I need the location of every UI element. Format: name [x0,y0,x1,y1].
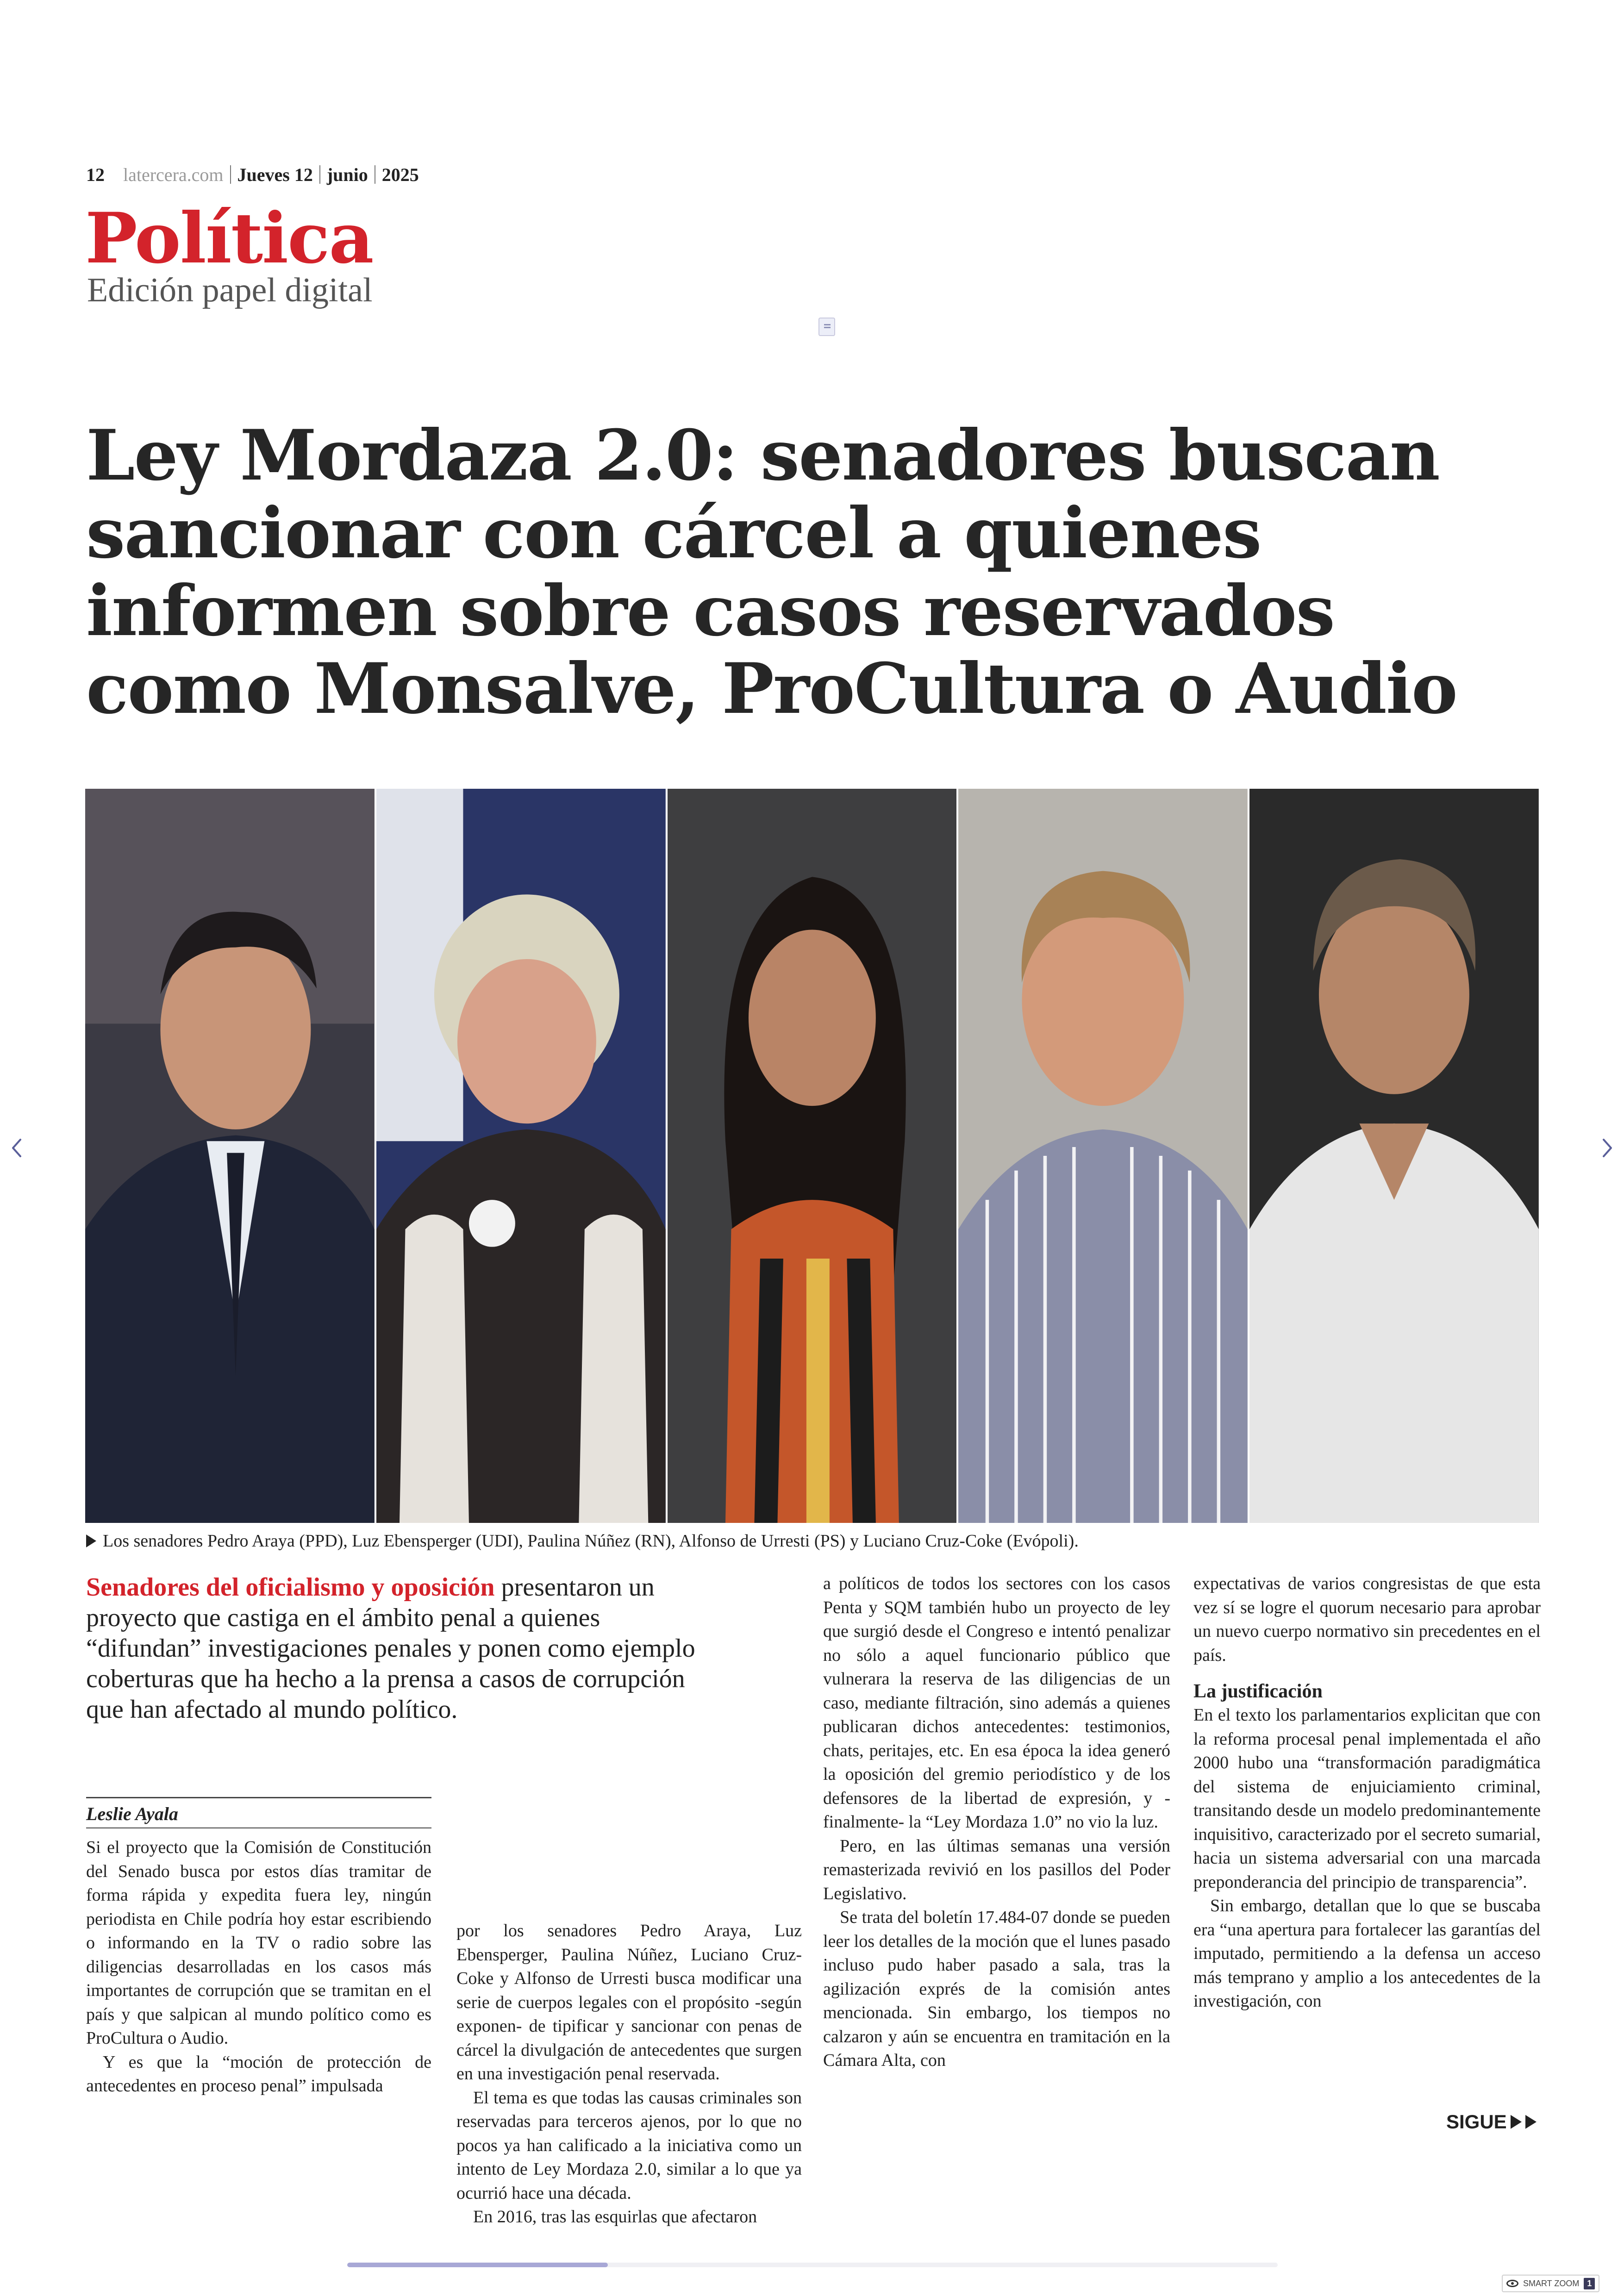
photo-alfonso-de-urresti [958,789,1249,1523]
subheading: La justificación [1193,1681,1323,1702]
article-column-1 [86,1836,431,2098]
paragraph: Y es que la “moción de protección de antecedentes en proceso penal” impulsada [86,2052,431,2095]
date-day: Jueves 12 [237,164,313,185]
smart-zoom-button[interactable] [1502,2275,1599,2292]
paragraph: por los senadores Pedro Araya, Luz Ebensperger, Paulina Núñez, Luciano Cruz-Coke y Alfonso de Urresti busca modificar una serie de cuerpos legales con el propósito -según exponen- de tipificar y sancionar con penas de cárcel la divulgación de antecedentes que surgen en una investigación penal reservada. [456,1921,802,2083]
paragraph: Se trata del boletín 17.484-07 donde se pueden leer los detalles de la moción que el lunes pasado incluso pudo haber pasado a sala, tras la agilización exprés de la comisión antes mencionada. Sin embargo, los tiempos no calzaron y aún se encuentra en tramitación en la Cámara Alta, con [823,1908,1170,2070]
article-column-4 [1193,1572,1541,2014]
continue-link[interactable] [1446,2111,1537,2133]
section-title: Política [85,198,373,279]
eye-icon [1506,2280,1518,2287]
caption-text: Los senadores Pedro Araya (PPD), Luz Ebensperger (UDI), Paulina Núñez (RN), Alfonso de Urresti (PS) y Luciano Cruz-Coke (Evópoli). [103,1531,1079,1551]
photo-pedro-araya [85,789,376,1523]
chevron-left-icon [10,1138,23,1158]
photo-caption [86,1529,1079,1553]
article-column-2 [456,1919,802,2229]
play-arrow-icon [1525,2115,1537,2129]
page-menu-icon[interactable] [818,318,835,336]
lead-highlight: Senadores del oficialismo y oposición [86,1573,495,1602]
continue-label: SIGUE [1446,2111,1507,2133]
play-arrow-icon [1511,2115,1522,2129]
paragraph: Sin embargo, detallan que lo que se buscaba era “una apertura para fortalecer las garantías del imputado, permitiendo a la defensa un acceso más temprano y amplio a los antecedentes de la investigación, con [1193,1896,1541,2011]
paragraph: En 2016, tras las esquirlas que afectaron [473,2207,757,2226]
previous-page-button[interactable] [7,1135,26,1161]
photo-luciano-cruz-coke [1249,789,1539,1523]
byline: Leslie Ayala [86,1797,431,1828]
article-headline: Ley Mordaza 2.0: senadores buscan sancionar con cárcel a quienes informen sobre casos reservados como Monsalve, ProCultura o Audio [86,415,1457,730]
divider [230,165,231,184]
paragraph: En el texto los parlamentarios explicitan que con la reforma procesal penal implementada el año 2000 hubo una “transformación paradigmática del sistema de enjuiciamiento criminal, transitando desde un modelo predominantemente inquisitivo, caracterizado por el secreto sumarial, hacia un sistema adversarial con una marcada preponderancia del principio de transparencia”. [1193,1705,1541,1892]
caption-arrow-icon [86,1534,96,1547]
paragraph: expectativas de varios congresistas de que esta vez sí se logre el quorum necesario para aprobar un nuevo cuerpo normativo sin precedentes en el país. [1193,1574,1541,1665]
chevron-right-icon [1601,1138,1614,1158]
lead-text: presentaron un proyecto que castiga en el ámbito penal a quienes “difundan” investigaciones penales y ponen como ejemplo coberturas que ha hecho a la prensa a casos de corrupción que han afectado al mundo político. [86,1573,695,1724]
section-subtitle: Edición papel digital [87,271,373,309]
page-indicator: 1 [1584,2278,1595,2289]
divider [319,165,320,184]
date-year: 2025 [381,164,419,185]
page-number: 12 [86,164,105,185]
paragraph: a políticos de todos los sectores con los casos Penta y SQM también hubo un proyecto de ley que surgió desde el Congreso e intentó penalizar no sólo a aquel funcionario público que vulnerara la reserva de las diligencias de un caso, mediante filtración, sino además a quienes publicaran dichos antecedentes: testimonios, chats, peritajes, etc. En esa época la idea generó la oposición del gremio periodístico y de los defensores de la libertad de expresión, y -finalmente- la “Ley Mordaza 1.0” no vio la luz. [823,1574,1170,1832]
photo-paulina-nunez [668,789,959,1523]
progress-fill [347,2263,608,2267]
paragraph: Pero, en las últimas semanas una versión remasterizada revivió en los pasillos del Poder Legislativo. [823,1836,1170,1903]
date-month: junio [326,164,368,185]
next-page-button[interactable] [1598,1135,1617,1161]
site-name: latercera.com [123,164,224,185]
reading-progress-bar[interactable] [347,2263,1278,2267]
article-lead [86,1572,702,1725]
paragraph: Si el proyecto que la Comisión de Constitución del Senado busca por estos días tramitar de forma rápida y expedita fuera ley, ningún periodista en Chile podría hoy estar escribiendo o informando en la TV o radio sobre las diligencias desarrolladas en los casos más importantes de corrupción que se tramitan en el país y que salpican al mundo político como es ProCultura o Audio. [86,1838,431,2048]
paragraph: El tema es que todas las causas criminales son reservadas para terceros ajenos, por lo que no pocos ya han calificado a la iniciativa como un intento de Ley Mordaza 2.0, similar a lo que ya ocurrió hace una década. [456,2088,802,2203]
senators-photo [85,789,1539,1523]
smart-zoom-label: SMART ZOOM [1523,2278,1580,2288]
article-column-3 [823,1572,1170,2073]
page-header [86,163,419,186]
photo-luz-ebensperger [376,789,668,1523]
